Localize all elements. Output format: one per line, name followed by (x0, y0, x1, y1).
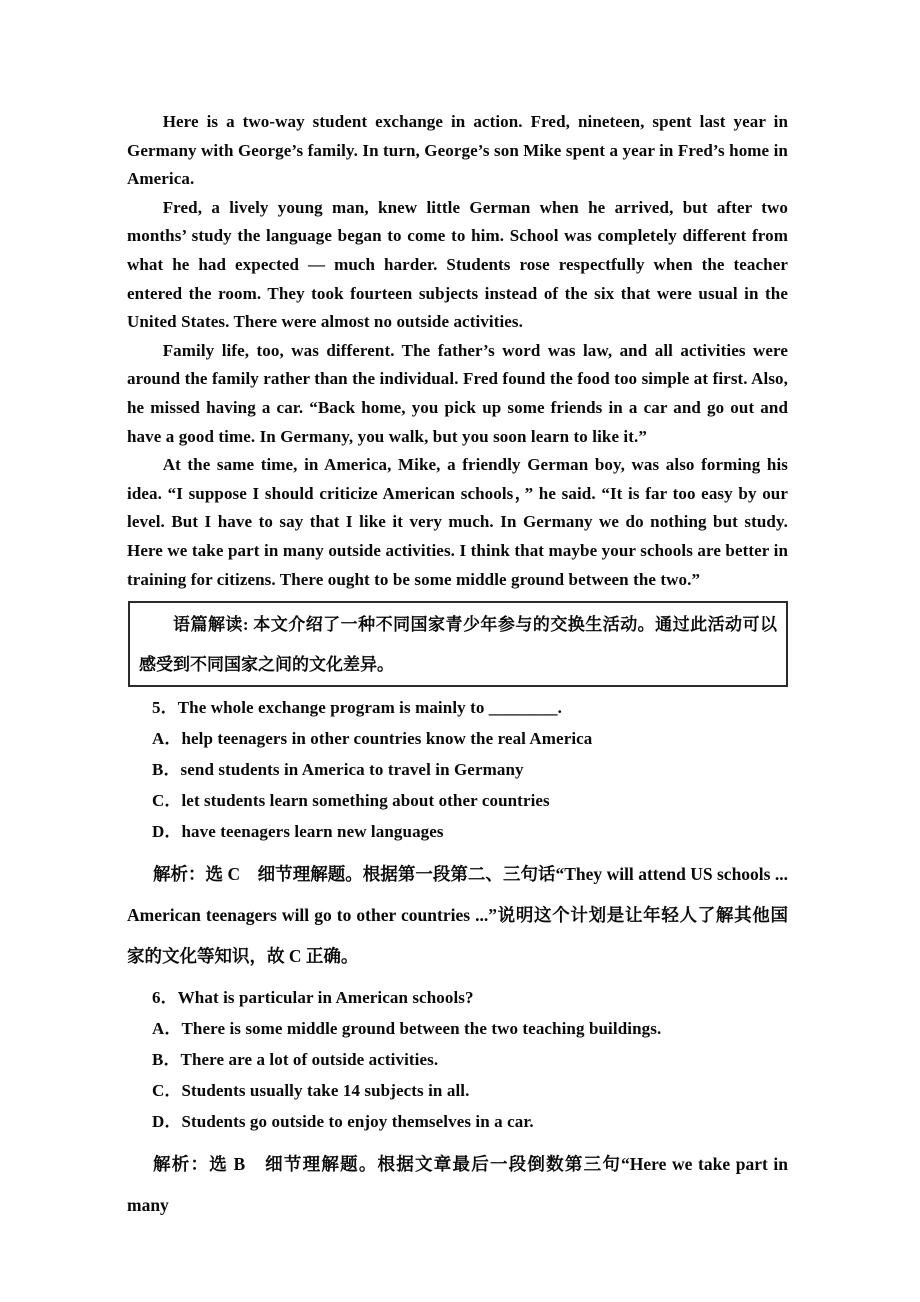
question-5-stem (127, 692, 788, 723)
question-5-option-a: A．help teenagers in other countries know the real America (152, 729, 593, 749)
passage-summary-label: 语篇解读: (173, 615, 254, 635)
question-5-option-d: D．have teenagers learn new languages (152, 822, 444, 842)
passage-paragraph-3: Family life, too, was different. The father’s word was law, and all activities were around the family rather than the individual. Fred found the food too simple at first. Also, he missed having a car. “Back home, you pick up some friends in a car and go out and have a good time. In Germany, you walk, but you soon learn to like it.” (127, 340, 788, 446)
passage-summary-box (128, 601, 788, 687)
question-5-option-c: C．let students learn something about other countries (152, 791, 550, 811)
question-5-option-b: B．send students in America to travel in Germany (152, 760, 524, 780)
passage-summary-text (139, 605, 777, 685)
question-6-analysis: 解析：选 B 细节理解题。根据文章最后一段倒数第三句“Here we take part in many (127, 1154, 788, 1216)
question-block-5 (127, 692, 788, 977)
question-6-option-c: C．Students usually take 14 subjects in all. (152, 1081, 470, 1101)
passage-paragraph-1: Here is a two-way student exchange in action. Fred, nineteen, spent last year in Germany with George’s family. In turn, George’s son Mike spent a year in Fred’s home in America. (127, 112, 788, 189)
passage-paragraph-2: Fred, a lively young man, knew little German when he arrived, but after two months’ study the language began to come to him. School was completely different from what he had expected — much harder. Students rose respectfully when the teacher entered the room. They took fourteen subjects instead of the six that were usual in the United States. There were almost no outside activities. (127, 197, 788, 332)
question-5-number: 5． (152, 698, 178, 718)
question-6-text: What is particular in American schools? (177, 988, 474, 1008)
question-6-option-d: D．Students go outside to enjoy themselves in a car. (152, 1112, 534, 1132)
question-6-option-a: A．There is some middle ground between the two teaching buildings. (152, 1019, 662, 1039)
question-5-analysis: 解析：选 C 细节理解题。根据第一段第二、三句话“They will attend US schools ... American teenagers will go to other countries ...”说明这个计划是让年轻人了解其他国家的文化等知识，故 C 正确。 (127, 864, 788, 967)
question-5-text: The whole exchange program is mainly to ________. (177, 698, 562, 718)
passage-summary-body: 本文介绍了一种不同国家青少年参与的交换生活动。通过此活动可以感受到不同国家之间的文化差异。 (139, 615, 777, 675)
question-6-option-b: B．There are a lot of outside activities. (152, 1050, 439, 1070)
question-block-6 (127, 982, 788, 1226)
passage-paragraph-4: At the same time, in America, Mike, a friendly German boy, was also forming his idea. “I suppose I should criticize American schools，” he said. “It is far too easy by our level. But I have to say that I like it very much. In Germany we do nothing but study. Here we take part in many outside activities. I think that maybe your schools are better in training for citizens. There ought to be some middle ground between the two.” (127, 455, 788, 589)
question-6-stem (127, 982, 788, 1013)
question-6-number: 6． (152, 988, 178, 1008)
